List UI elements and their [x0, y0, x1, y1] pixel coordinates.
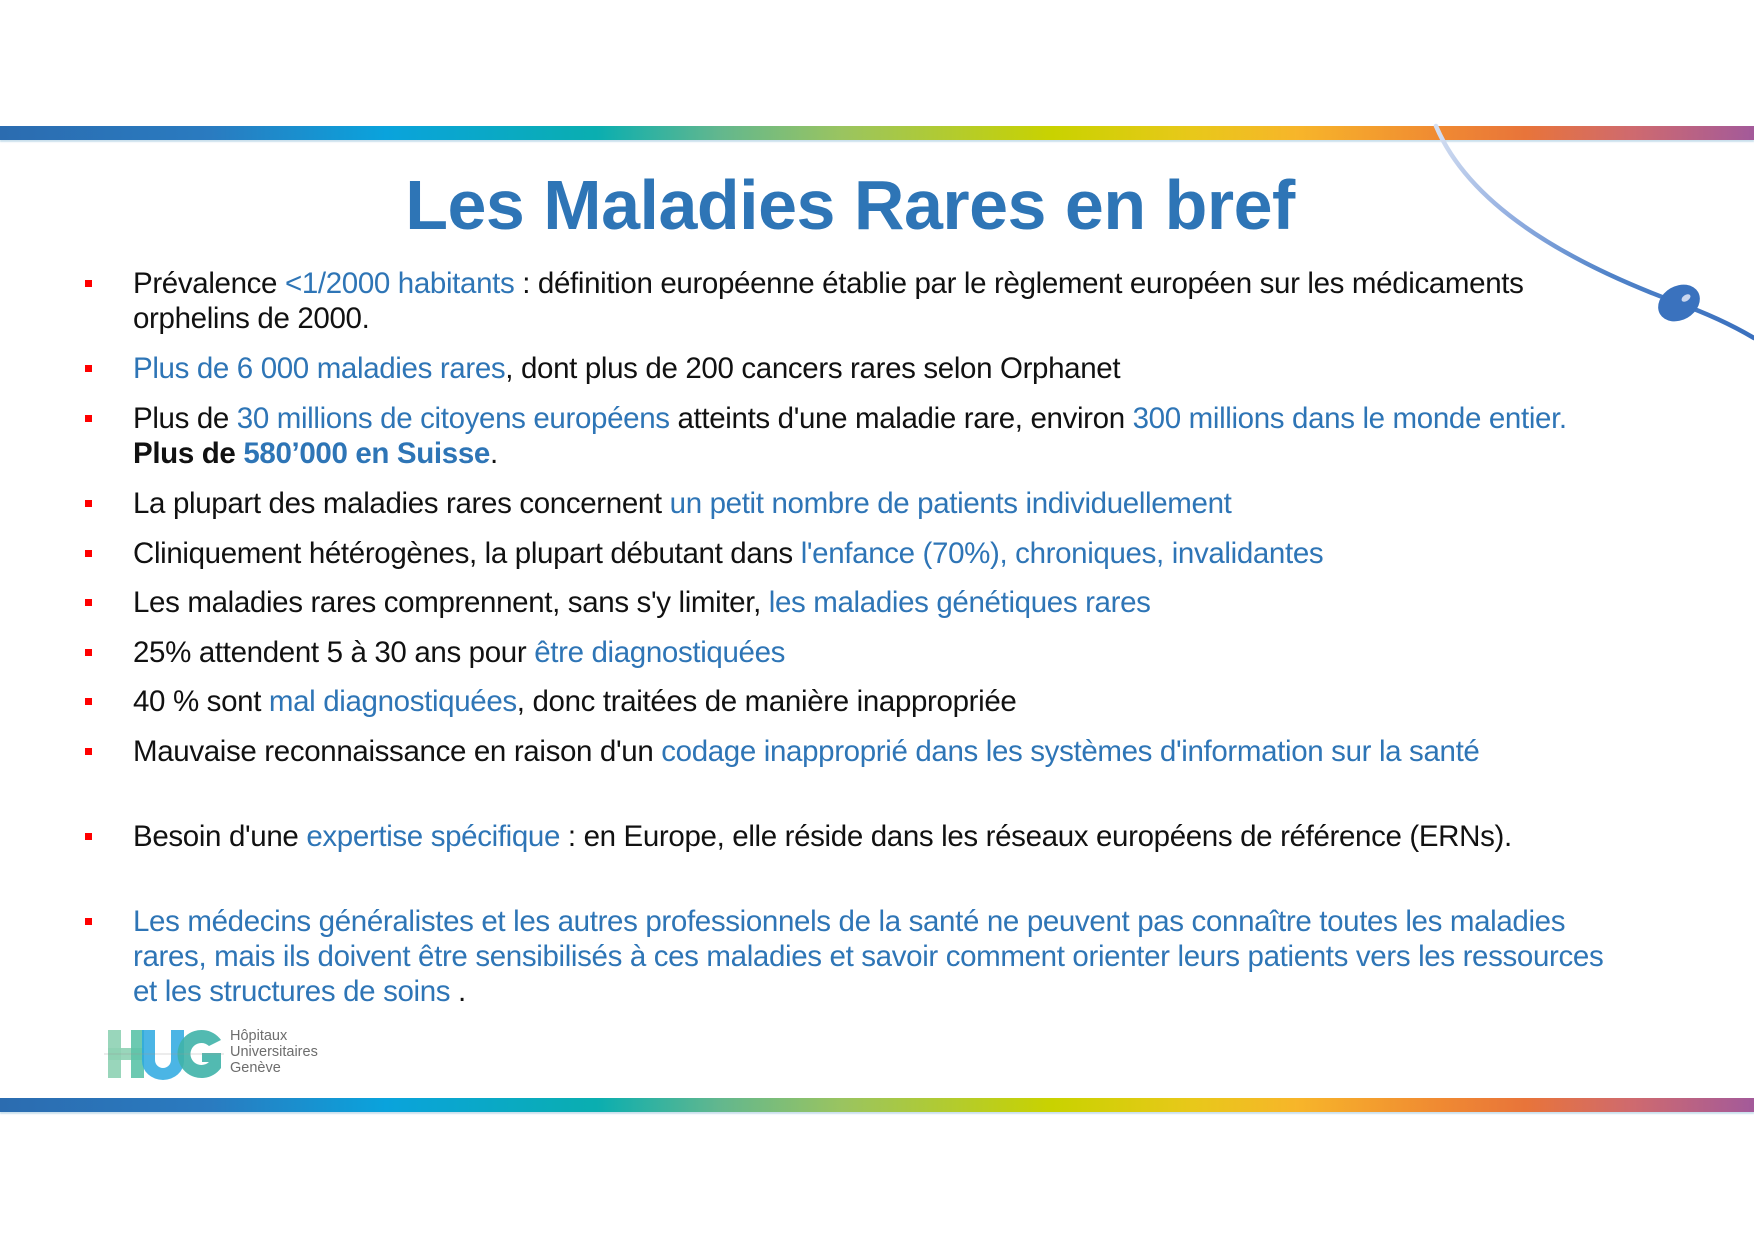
bullet-affected-population [133, 401, 1623, 471]
bullet-text: : en Europe, elle réside dans les réseaux européens de référence (ERNs). [560, 820, 1512, 853]
bullet-diagnosis-delay [133, 635, 1623, 670]
bullet-highlight: expertise spécifique [306, 820, 561, 853]
bullet-text: 25% attendent 5 à 30 ans pour [133, 636, 535, 669]
red-square-bullet-icon [85, 698, 92, 705]
bullet-highlight: Les médecins généralistes et les autres professionnels de la santé ne peuvent pas connaître toutes les maladies rares, mais ils doivent être sensibilisés à ces maladies et savoir comment orienter leurs patients vers les ressources et les structures de soins [133, 905, 1604, 1008]
bullet-text: , dont plus de 200 cancers rares selon Orphanet [505, 352, 1121, 385]
red-square-bullet-icon [85, 365, 92, 372]
slide-title: Les Maladies Rares en bref [405, 166, 1295, 244]
bullet-text: La plupart des maladies rares concernent [133, 487, 670, 520]
bullet-text: 40 % sont [133, 685, 269, 718]
red-square-bullet-icon [85, 550, 92, 557]
bullet-highlight: 30 millions de citoyens européens [236, 402, 670, 435]
logo-line-3: Genève [230, 1060, 281, 1076]
bullet-text: Plus de [133, 402, 237, 435]
hug-logo [104, 1026, 344, 1082]
bullet-highlight: un petit nombre de patients individuellement [669, 487, 1232, 520]
bullet-clinical-heterogeneity [133, 536, 1623, 571]
bullet-highlight: être diagnostiquées [534, 636, 786, 669]
bullet-text: . [450, 975, 466, 1008]
red-square-bullet-icon [85, 918, 92, 925]
bullet-text: : définition européenne établie par le règlement européen sur les médicaments orphelins de 2000. [133, 267, 1524, 335]
logo-line-2: Universitaires [230, 1044, 318, 1060]
bullet-highlight: l'enfance (70%), chroniques, invalidantes [800, 537, 1324, 570]
bottom-rainbow-bar [0, 1098, 1754, 1112]
bullet-highlight: 300 millions dans le monde entier. [1132, 402, 1567, 435]
bullet-text: atteints d'une maladie rare, environ [669, 402, 1133, 435]
hug-letters-logo-icon [104, 1026, 224, 1082]
red-square-bullet-icon [85, 599, 92, 606]
red-square-bullet-icon [85, 280, 92, 287]
bullet-highlight: les maladies génétiques rares [768, 586, 1151, 619]
bullet-text: Prévalence [133, 267, 285, 300]
bullet-bold-highlight: 580’000 en Suisse [243, 437, 490, 470]
bullet-coding-issues [133, 734, 1623, 769]
bullet-text: Besoin d'une [133, 820, 307, 853]
red-square-bullet-icon [85, 833, 92, 840]
bullet-bold-text: Plus de [133, 437, 244, 470]
top-rainbow-bar [0, 126, 1754, 140]
bullet-count-diseases [133, 351, 1623, 386]
bullet-text: Mauvaise reconnaissance en raison d'un [133, 735, 662, 768]
bullet-highlight: codage inapproprié dans les systèmes d'information sur la santé [661, 735, 1480, 768]
bullet-highlight: mal diagnostiquées [268, 685, 517, 718]
bullet-text: Les maladies rares comprennent, sans s'y limiter, [133, 586, 769, 619]
bullet-text: . [489, 437, 498, 470]
bullet-highlight: Plus de 6 000 maladies rares [133, 352, 506, 385]
bullet-text: , donc traitées de manière inappropriée [516, 685, 1017, 718]
bullet-highlight: <1/2000 habitants [284, 267, 515, 300]
red-square-bullet-icon [85, 415, 92, 422]
logo-line-1: Hôpitaux [230, 1028, 288, 1044]
red-square-bullet-icon [85, 649, 92, 656]
bullet-text: Cliniquement hétérogènes, la plupart débutant dans [133, 537, 801, 570]
bullet-genetic-diseases [133, 585, 1623, 620]
red-square-bullet-icon [85, 748, 92, 755]
hug-institution-name [230, 1028, 318, 1076]
bullet-gp-awareness [133, 904, 1623, 1009]
bullet-expertise-erns [133, 819, 1623, 854]
bullet-prevalence [133, 266, 1623, 336]
red-square-bullet-icon [85, 500, 92, 507]
bullet-small-patient-numbers [133, 486, 1623, 521]
bullet-misdiagnosis [133, 684, 1623, 719]
